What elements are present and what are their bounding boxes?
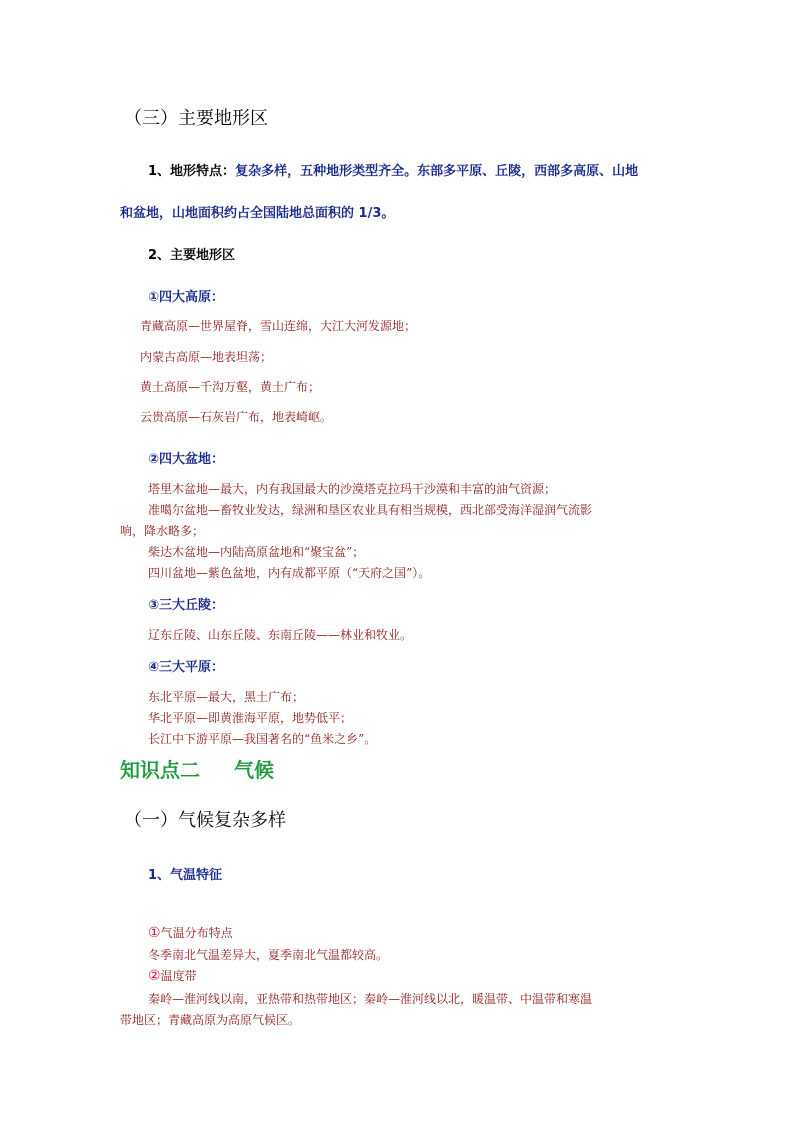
section-title-climate: （一）气候复杂多样 [124,810,286,831]
circled-number-4: ④ [148,660,160,675]
basin-item: 四川盆地—紫色盆地，内有成都平原（“天府之国”）。 [148,566,431,580]
plateaus-label: 四大高原： [159,290,225,305]
plateau-item: 黄土高原—千沟万壑，黄土广布； [140,380,321,394]
plain-item: 长江中下游平原—我国著名的“鱼米之乡”。 [148,732,377,746]
basins-label: 四大盆地： [159,452,225,467]
plateau-item: 青藏高原—世界屋脊，雪山连绵，大江大河发源地； [140,319,417,333]
plains-heading [148,656,224,675]
basin-item-continued: 响，降水略多； [120,524,205,538]
hills-label: 三大丘陵： [159,598,225,613]
circled-number-1: ① [148,290,160,305]
plain-item: 华北平原—即黄淮海平原，地势低平； [148,711,353,725]
para-number: 1、 [148,164,171,179]
temp-zone-text-continued: 带地区；青藏高原为高原气候区。 [120,1013,301,1027]
terrain-text: 复杂多样，五种地形类型齐全。东部多平原、丘陵，西部多高原、山地 [235,164,639,179]
plain-item: 东北平原—最大，黑土广布； [148,690,305,704]
temp-zone-label: 温度带 [160,969,197,983]
temp-zone-heading [148,967,197,984]
temperature-heading: 1、气温特征 [148,868,223,883]
circled-number-2: ② [148,968,161,984]
terrain-features-line1 [148,160,638,179]
main-landform-heading: 2、主要地形区 [148,248,236,263]
terrain-features-line2: 和盆地，山地面积约占全国陆地总面积的 1/3。 [120,206,395,221]
plateau-item: 内蒙古高原—地表坦荡； [140,350,273,364]
plateaus-heading [148,286,224,305]
temp-zone-text: 秦岭—淮河线以南，亚热带和热带地区；秦岭—淮河线以北，暖温带、中温带和寒温 [148,992,593,1006]
circled-number-2: ② [148,452,160,467]
basin-item: 准噶尔盆地—畜牧业发达，绿洲和垦区农业具有相当规模，西北部受海洋湿润气流影 [148,503,593,517]
section-title-landforms: （三）主要地形区 [124,108,268,129]
hill-item: 辽东丘陵、山东丘陵、东南丘陵——林业和牧业。 [148,628,413,642]
knowledge-point-number: 知识点二 [120,758,200,782]
basins-heading [148,448,224,467]
basin-item: 塔里木盆地—最大，内有我国最大的沙漠塔克拉玛干沙漠和丰富的油气资源； [148,482,557,496]
plateau-item: 云贵高原—石灰岩广布，地表崎岖。 [140,410,333,424]
hills-heading [148,594,224,613]
basin-item: 柴达木盆地—内陆高原盆地和“聚宝盆”； [148,545,365,559]
temp-distribution-heading [148,924,233,941]
temp-distribution-label: 气温分布特点 [160,926,233,940]
knowledge-point-topic: 气候 [234,758,274,782]
plains-label: 三大平原： [159,660,225,675]
knowledge-point-heading [120,754,274,783]
terrain-label: 地形特点： [170,164,236,179]
temp-distribution-text: 冬季南北气温差异大，夏季南北气温都较高。 [148,948,389,962]
circled-number-1: ① [148,925,161,941]
circled-number-3: ③ [148,598,160,613]
